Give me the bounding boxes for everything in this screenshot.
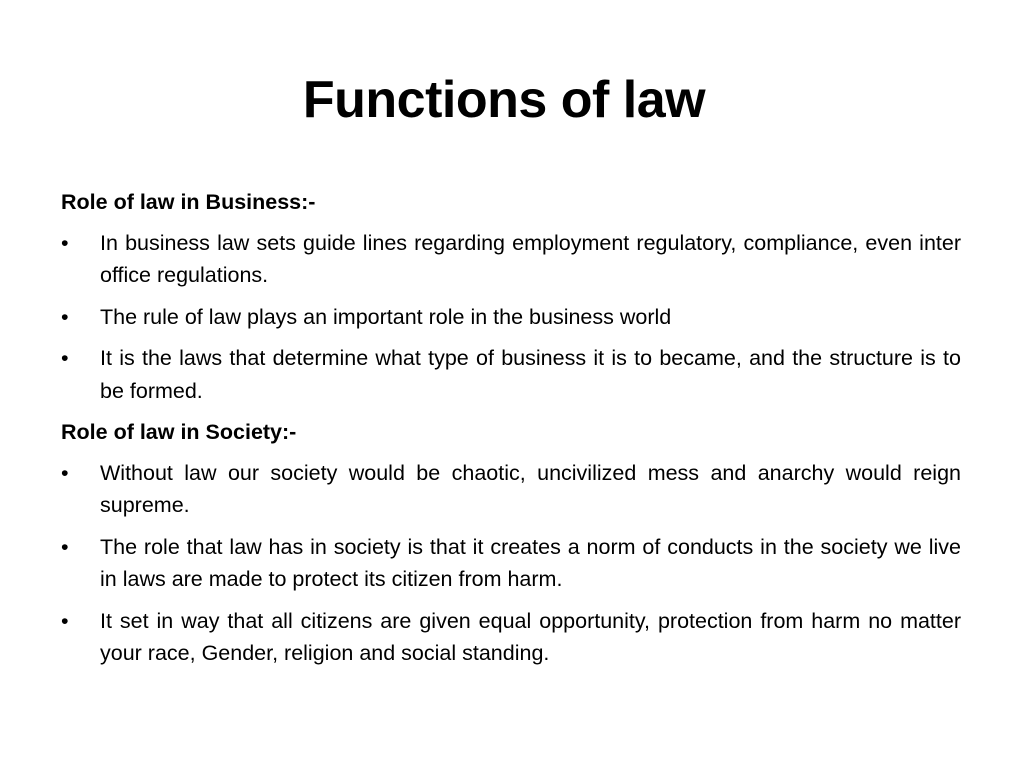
bullet-icon: • — [61, 460, 69, 485]
bullet-icon: • — [61, 304, 69, 329]
bullet-text: It is the laws that determine what type of business it is to became, and the structure is to be formed. — [100, 346, 961, 403]
bullet-text: The rule of law plays an important role in the business world — [100, 304, 672, 329]
section-heading: Role of law in Business:- — [61, 190, 316, 214]
bullet-text: In business law sets guide lines regarding employment regulatory, compliance, even inter office regulations. — [100, 230, 961, 287]
section-heading: Role of law in Society:- — [61, 420, 297, 444]
bullet-item — [61, 227, 961, 292]
bullet-item — [61, 457, 961, 522]
bullet-icon: • — [61, 346, 69, 370]
bullet-list — [61, 457, 961, 670]
bullet-icon: • — [61, 230, 69, 255]
bullet-list — [61, 227, 961, 408]
slide-title: Functions of law — [302, 71, 706, 129]
section-society — [61, 416, 961, 670]
bullet-item — [61, 531, 961, 596]
bullet-text: It set in way that all citizens are given equal opportunity, protection from harm no matter your race, Gender, religion and social standing. — [100, 608, 961, 665]
bullet-text: Without law our society would be chaotic, uncivilized mess and anarchy would reign supreme. — [100, 460, 961, 517]
slide-content — [61, 186, 961, 679]
bullet-icon: • — [61, 608, 69, 633]
bullet-item — [61, 342, 961, 407]
bullet-item — [61, 301, 961, 334]
bullet-icon: • — [61, 534, 69, 559]
bullet-item — [61, 605, 961, 670]
bullet-text: The role that law has in society is that it creates a norm of conducts in the society we live in laws are made to protect its citizen from harm. — [100, 534, 961, 591]
section-business — [61, 186, 961, 407]
